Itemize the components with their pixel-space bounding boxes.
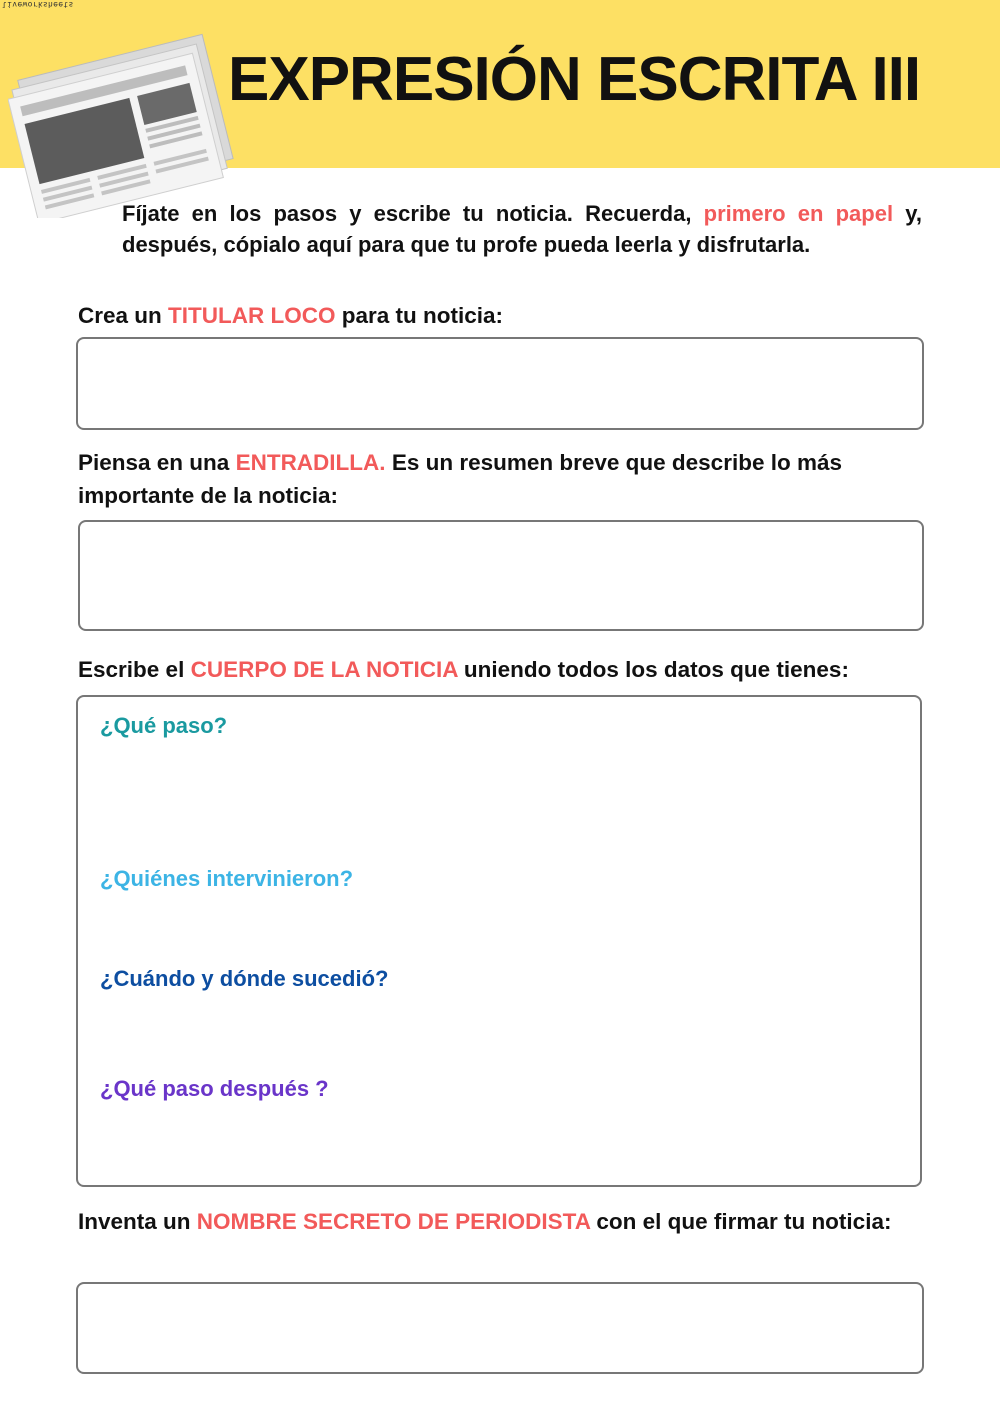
prompt-what-next: ¿Qué paso después ? — [100, 1076, 329, 1101]
question-headline: Crea un TITULAR LOCO para tu noticia: — [78, 303, 504, 328]
prompt-who: ¿Quiénes intervinieron? — [100, 866, 354, 891]
intro-text: Fíjate en los pasos y escribe tu noticia. Recuerda, primero en papel y, después, cópialo aquí para que tu profe pueda leerla y disfrutarla. — [122, 201, 922, 257]
watermark: liveworksheets — [2, 0, 74, 9]
question-pen-name: Inventa un NOMBRE SECRETO DE PERIODISTA con el que firmar tu noticia: — [78, 1209, 892, 1234]
lead-input[interactable] — [78, 520, 924, 631]
pen-name-input[interactable] — [76, 1282, 924, 1374]
page-title: EXPRESIÓN ESCRITA III — [228, 45, 921, 114]
question-body: Escribe el CUERPO DE LA NOTICIA uniendo todos los datos que tienes: — [78, 657, 849, 682]
question-lead: Piensa en una ENTRADILLA. Es un resumen breve que describe lo más importante de la noticia: — [78, 450, 842, 508]
body-input[interactable] — [76, 695, 922, 1187]
intro-accent: primero en papel — [703, 201, 894, 226]
prompt-what-happened: ¿Qué paso? — [100, 713, 228, 738]
headline-input[interactable] — [76, 337, 924, 430]
newspaper-icon — [8, 18, 238, 218]
prompt-when-where: ¿Cuándo y dónde sucedió? — [100, 966, 389, 991]
